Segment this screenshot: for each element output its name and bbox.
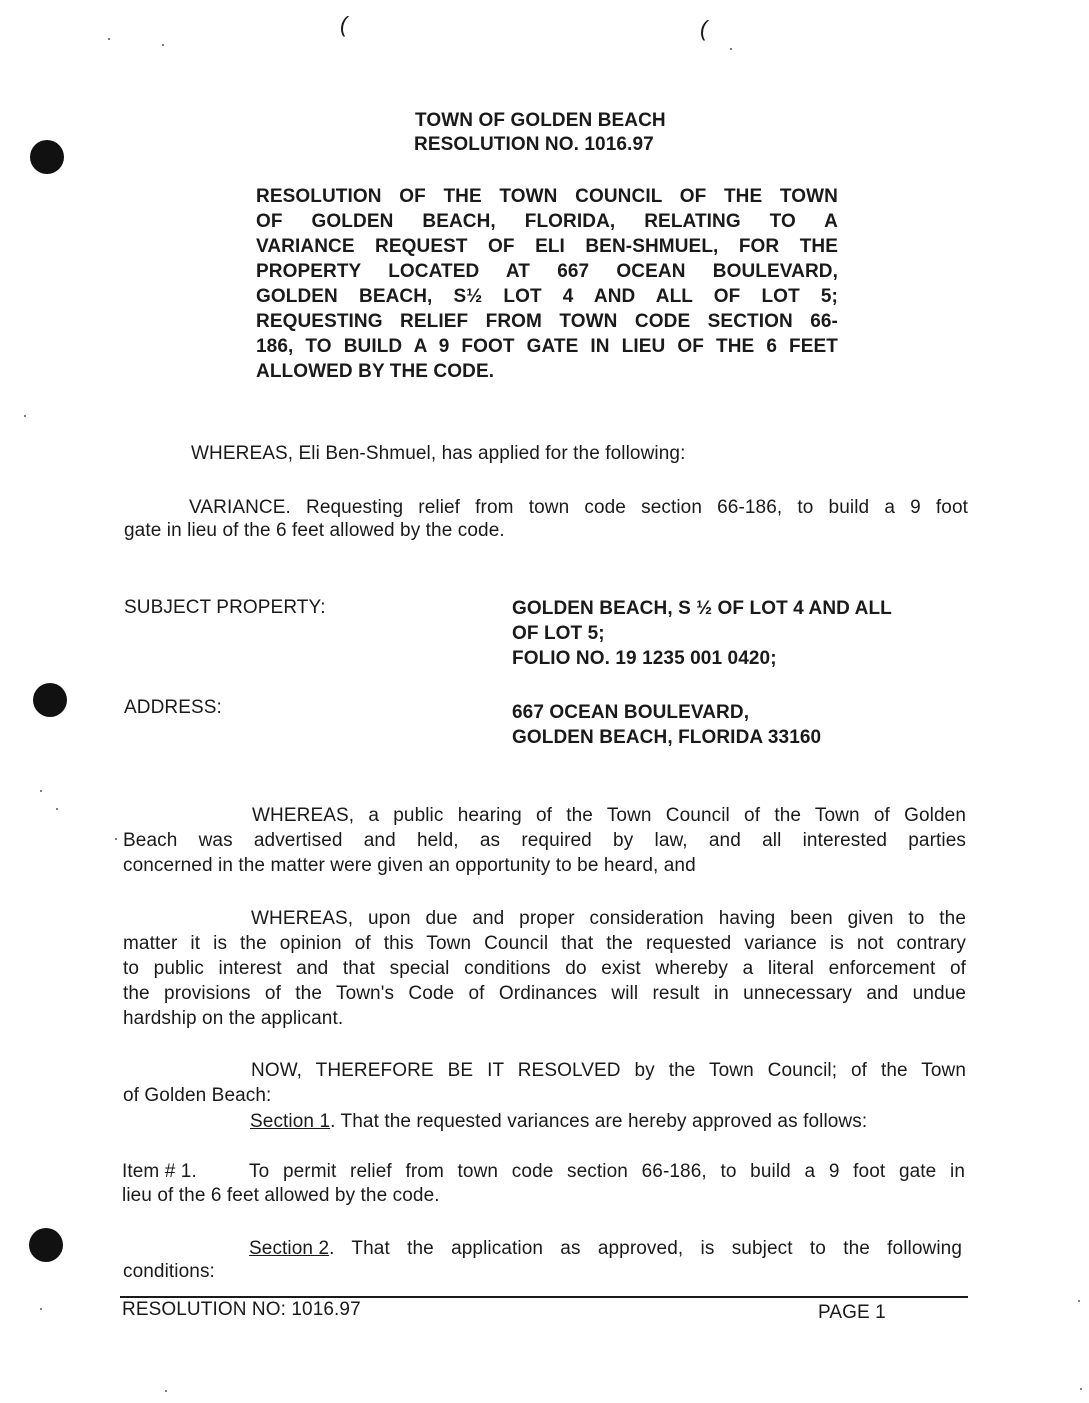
section-1-label: Section 1 <box>250 1111 331 1132</box>
paragraph-line: WHEREAS, upon due and proper consideration having been given to the <box>251 908 966 929</box>
scan-speck <box>108 38 110 40</box>
subject-property-label: SUBJECT PROPERTY: <box>124 597 326 618</box>
scan-speck <box>1078 1300 1080 1302</box>
resolution-title-block <box>256 184 838 384</box>
section-1-text: . That the requested variances are hereby approved as follows: <box>330 1111 868 1132</box>
scan-speck <box>40 790 42 792</box>
title-line: OF GOLDEN BEACH, FLORIDA, RELATING TO A <box>256 211 838 232</box>
paragraph-line: the provisions of the Town's Code of Ordinances will result in unnecessary and undue <box>123 983 966 1004</box>
paragraph-line: of Golden Beach: <box>123 1085 272 1106</box>
title-line: GOLDEN BEACH, S½ LOT 4 AND ALL OF LOT 5; <box>256 286 838 307</box>
address-label: ADDRESS: <box>124 697 222 718</box>
paragraph-line: to public interest and that special conditions do exist whereby a literal enforcement of <box>123 958 966 979</box>
whereas-applied: WHEREAS, Eli Ben-Shmuel, has applied for the following: <box>191 443 686 464</box>
item-1-line-1: To permit relief from town code section 66-186, to build a 9 foot gate in <box>249 1161 965 1182</box>
paragraph-line: matter it is the opinion of this Town Council that the requested variance is not contrary <box>123 933 966 954</box>
title-line: 186, TO BUILD A 9 FOOT GATE IN LIEU OF THE 6 FEET <box>256 336 838 357</box>
address-line: GOLDEN BEACH, FLORIDA 33160 <box>512 727 822 748</box>
section-2-line-2: conditions: <box>123 1261 215 1282</box>
paragraph-line: Beach was advertised and held, as required by law, and all interested parties <box>123 830 966 851</box>
item-1-line-2: lieu of the 6 feet allowed by the code. <box>122 1185 440 1206</box>
section-1 <box>250 1109 867 1134</box>
title-line: REQUESTING RELIEF FROM TOWN CODE SECTION 66- <box>256 311 838 332</box>
section-2-label: Section 2 <box>249 1238 330 1259</box>
resolved-paragraph <box>123 1058 966 1108</box>
variance-line-1: VARIANCE. Requesting relief from town code section 66-186, to build a 9 foot <box>189 497 968 518</box>
punch-hole-top <box>30 140 64 174</box>
paren-mark-left: ( <box>340 12 348 37</box>
title-line: ALLOWED BY THE CODE. <box>256 361 495 382</box>
folio-number: FOLIO NO. 19 1235 001 0420; <box>512 648 777 669</box>
address-line: 667 OCEAN BOULEVARD, <box>512 702 750 723</box>
scan-speck <box>56 808 58 810</box>
town-heading: TOWN OF GOLDEN BEACH <box>415 110 666 131</box>
paragraph-line: WHEREAS, a public hearing of the Town Council of the Town of Golden <box>252 805 966 826</box>
punch-hole-bottom <box>29 1228 63 1262</box>
footer-page-number: PAGE 1 <box>818 1302 886 1323</box>
variance-line-2: gate in lieu of the 6 feet allowed by the code. <box>124 520 505 541</box>
subject-property-line: OF LOT 5; <box>512 623 605 644</box>
paragraph-line: concerned in the matter were given an opportunity to be heard, and <box>123 855 696 876</box>
punch-hole-middle <box>33 683 67 717</box>
section-2 <box>249 1236 962 1261</box>
title-line: RESOLUTION OF THE TOWN COUNCIL OF THE TOWN <box>256 186 838 207</box>
section-2-line-1: . That the application as approved, is subject to the following <box>329 1238 962 1259</box>
whereas-consideration <box>123 906 966 1031</box>
title-line: VARIANCE REQUEST OF ELI BEN-SHMUEL, FOR THE <box>256 236 838 257</box>
scan-speck <box>730 48 732 50</box>
paragraph-line: NOW, THEREFORE BE IT RESOLVED by the Town Council; of the Town <box>251 1060 966 1081</box>
scan-speck <box>24 415 26 417</box>
resolution-heading: RESOLUTION NO. 1016.97 <box>414 134 654 155</box>
scan-speck <box>165 1390 167 1392</box>
footer-resolution-number: RESOLUTION NO: 1016.97 <box>122 1299 361 1320</box>
scan-speck <box>162 44 164 46</box>
address-value <box>512 700 821 750</box>
paren-mark-right: ( <box>700 16 708 41</box>
item-1-label: Item # 1. <box>122 1161 197 1182</box>
scan-speck <box>40 1308 42 1310</box>
subject-property-line: GOLDEN BEACH, S ½ OF LOT 4 AND ALL <box>512 598 892 619</box>
scan-speck <box>1080 1388 1082 1390</box>
title-line: PROPERTY LOCATED AT 667 OCEAN BOULEVARD, <box>256 261 838 282</box>
paragraph-line: hardship on the applicant. <box>123 1008 344 1029</box>
whereas-hearing <box>123 803 966 878</box>
subject-property-value <box>512 596 892 671</box>
scan-speck <box>115 838 117 840</box>
